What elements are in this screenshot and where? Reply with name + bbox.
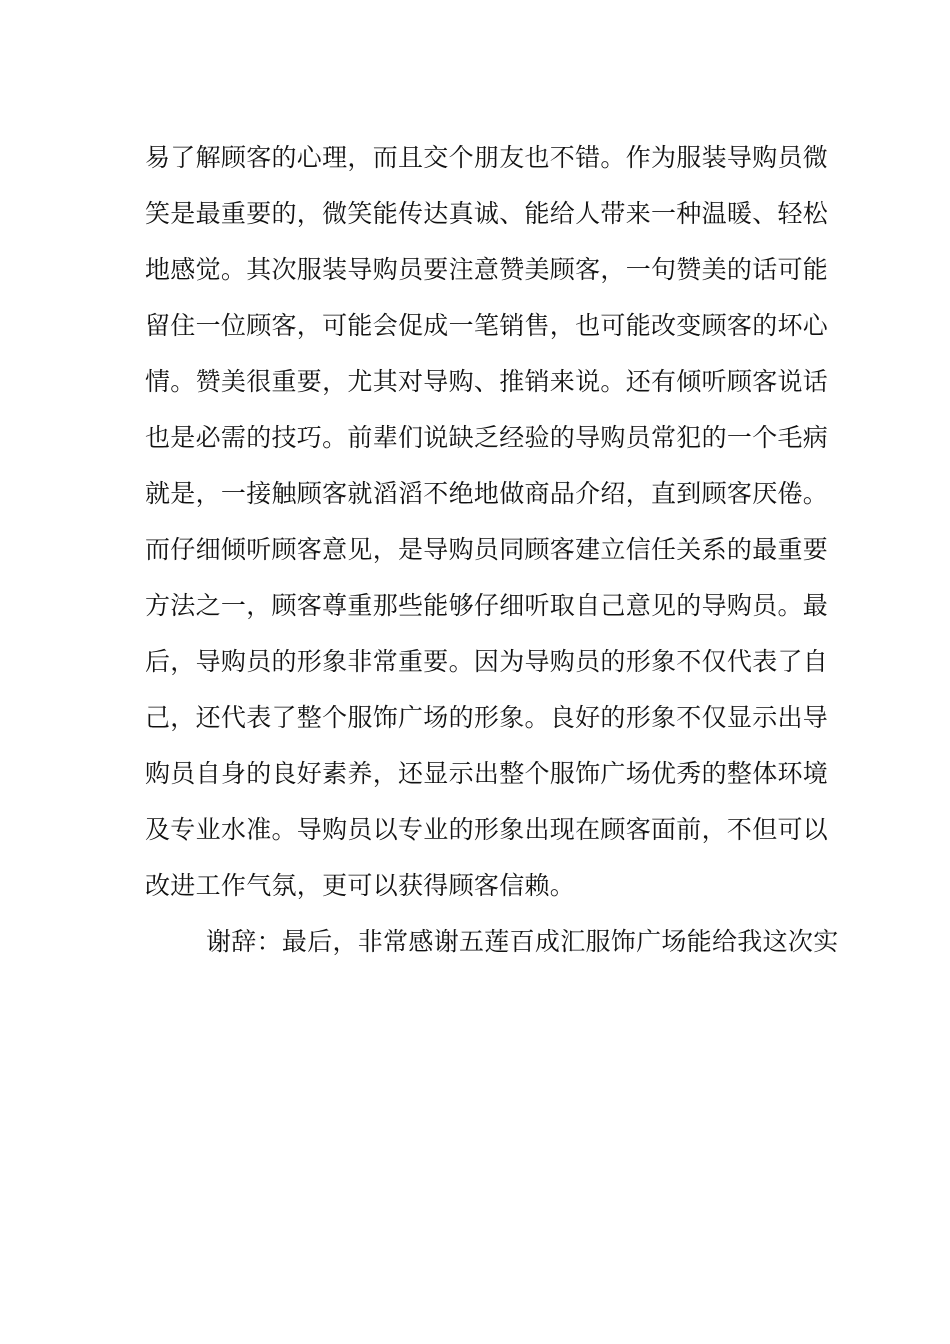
paragraph-line: 留住一位顾客，可能会促成一笔销售，也可能改变顾客的坏心 (145, 311, 829, 340)
paragraph-line: 笑是最重要的，微笑能传达真诚、能给人带来一种温暖、轻松 (145, 199, 829, 228)
paragraph-line: 地感觉。其次服装导购员要注意赞美顾客，一句赞美的话可能 (145, 255, 829, 284)
acknowledgement-line: 谢辞：最后，非常感谢五莲百成汇服饰广场能给我这次实 (206, 927, 839, 956)
paragraph-line: 方法之一，顾客尊重那些能够仔细听取自己意见的导购员。最 (145, 591, 829, 620)
paragraph-line: 及专业水准。导购员以专业的形象出现在顾客面前，不但可以 (145, 815, 829, 844)
paragraph-line: 购员自身的良好素养，还显示出整个服饰广场优秀的整体环境 (145, 759, 829, 788)
paragraph-line: 也是必需的技巧。前辈们说缺乏经验的导购员常犯的一个毛病 (145, 423, 829, 452)
paragraph-line: 情。赞美很重要，尤其对导购、推销来说。还有倾听顾客说话 (145, 367, 829, 396)
paragraph-line: 改进工作气氛，更可以获得顾客信赖。 (145, 871, 576, 900)
paragraph-line: 而仔细倾听顾客意见，是导购员同顾客建立信任关系的最重要 (145, 535, 829, 564)
paragraph-line: 易了解顾客的心理，而且交个朋友也不错。作为服装导购员微 (145, 143, 829, 172)
paragraph-line: 就是，一接触顾客就滔滔不绝地做商品介绍，直到顾客厌倦。 (145, 479, 829, 508)
paragraph-line: 己，还代表了整个服饰广场的形象。良好的形象不仅显示出导 (145, 703, 829, 732)
body-text (145, 130, 839, 970)
paragraph-line: 后，导购员的形象非常重要。因为导购员的形象不仅代表了自 (145, 647, 829, 676)
